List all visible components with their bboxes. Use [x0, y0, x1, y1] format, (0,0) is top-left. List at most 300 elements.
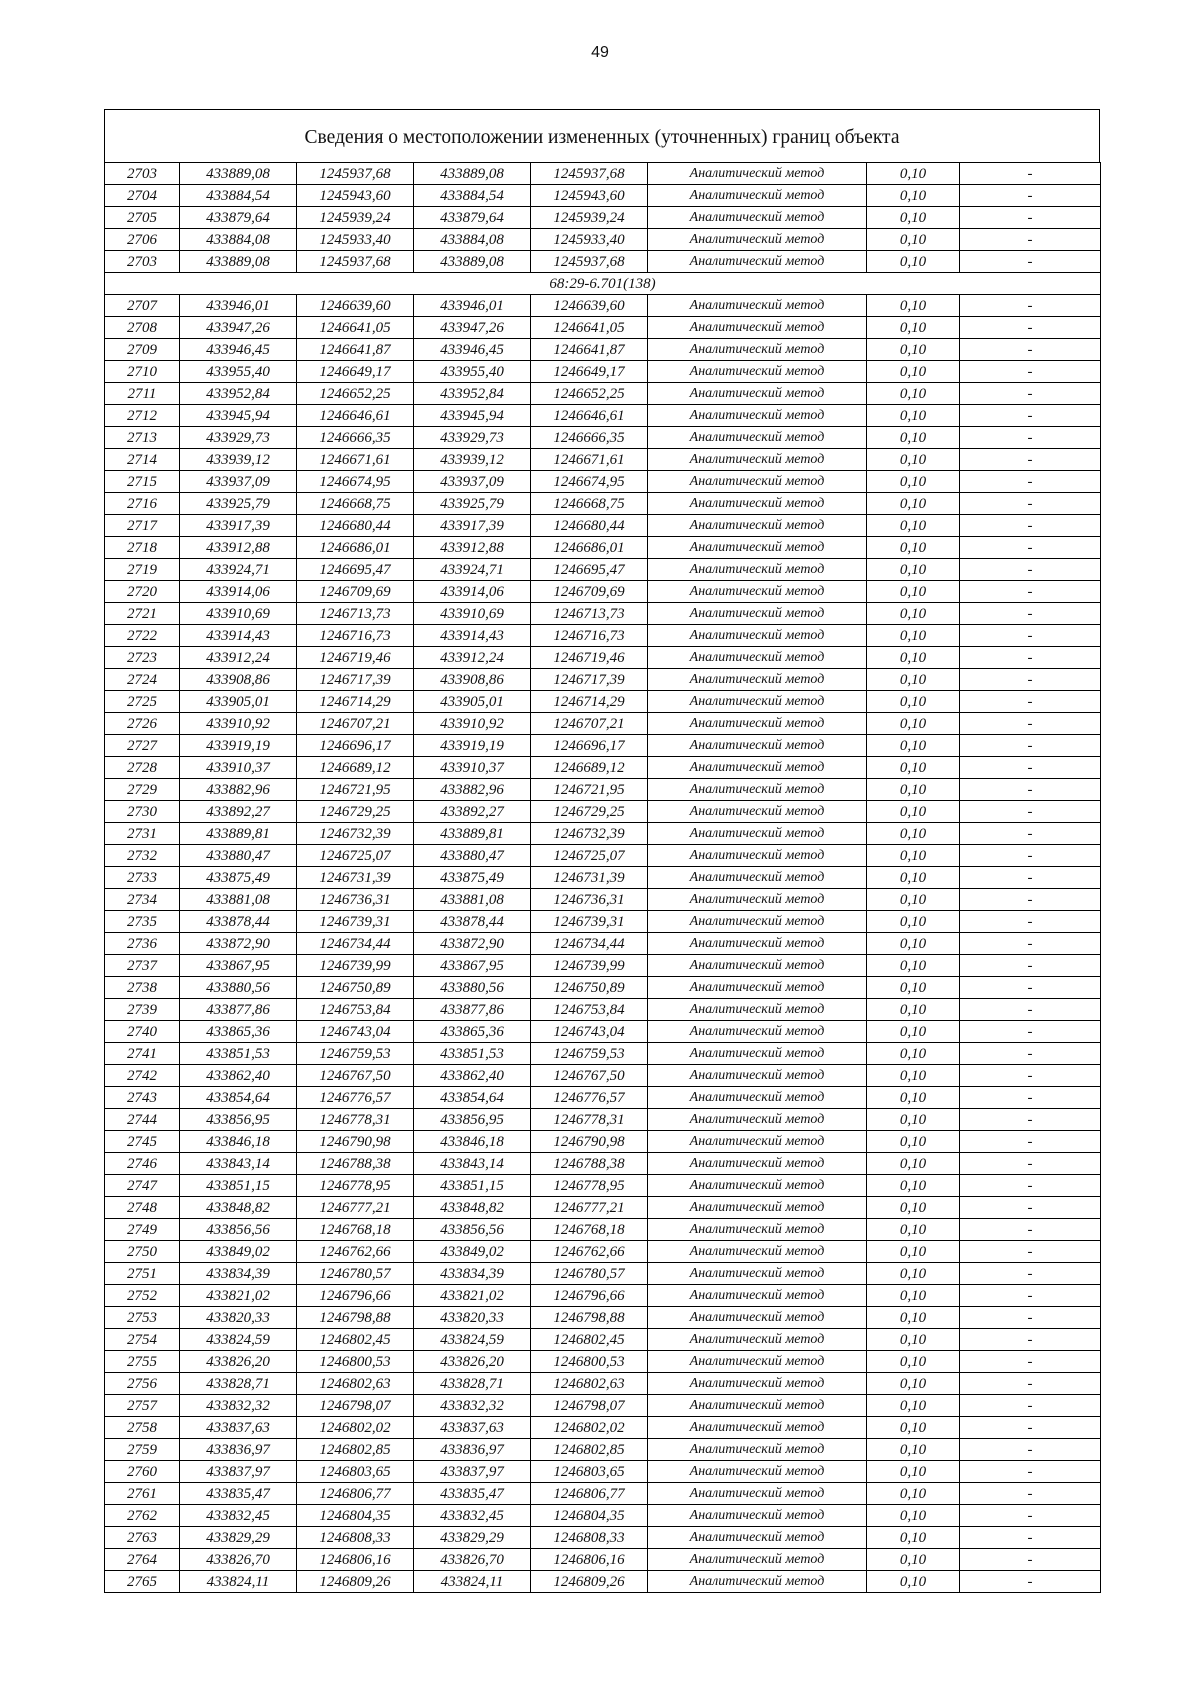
point-number-cell: 2709 — [105, 339, 180, 361]
description-cell: - — [960, 933, 1101, 955]
accuracy-cell: 0,10 — [867, 933, 960, 955]
x-new-cell: 433955,40 — [414, 361, 531, 383]
y-new-cell: 1246731,39 — [531, 867, 648, 889]
description-cell: - — [960, 207, 1101, 229]
x-old-cell: 433880,47 — [180, 845, 297, 867]
point-number-cell: 2762 — [105, 1505, 180, 1527]
method-cell: Аналитический метод — [648, 625, 867, 647]
y-new-cell: 1246641,87 — [531, 339, 648, 361]
table-row — [105, 911, 1101, 933]
point-number-cell: 2720 — [105, 581, 180, 603]
y-old-cell: 1246721,95 — [297, 779, 414, 801]
description-cell: - — [960, 889, 1101, 911]
description-cell: - — [960, 1417, 1101, 1439]
accuracy-cell: 0,10 — [867, 801, 960, 823]
y-old-cell: 1246689,12 — [297, 757, 414, 779]
method-cell: Аналитический метод — [648, 317, 867, 339]
x-new-cell: 433889,81 — [414, 823, 531, 845]
accuracy-cell: 0,10 — [867, 1549, 960, 1571]
description-cell: - — [960, 405, 1101, 427]
table-row — [105, 427, 1101, 449]
accuracy-cell: 0,10 — [867, 1461, 960, 1483]
y-new-cell: 1246713,73 — [531, 603, 648, 625]
description-cell: - — [960, 1439, 1101, 1461]
x-new-cell: 433945,94 — [414, 405, 531, 427]
point-number-cell: 2724 — [105, 669, 180, 691]
point-number-cell: 2750 — [105, 1241, 180, 1263]
y-old-cell: 1246668,75 — [297, 493, 414, 515]
table-row — [105, 603, 1101, 625]
table-row — [105, 1527, 1101, 1549]
x-old-cell: 433824,11 — [180, 1571, 297, 1593]
table-row — [105, 1439, 1101, 1461]
y-old-cell: 1246732,39 — [297, 823, 414, 845]
y-old-cell: 1246743,04 — [297, 1021, 414, 1043]
accuracy-cell: 0,10 — [867, 779, 960, 801]
x-new-cell: 433856,95 — [414, 1109, 531, 1131]
method-cell: Аналитический метод — [648, 1021, 867, 1043]
x-new-cell: 433824,11 — [414, 1571, 531, 1593]
y-new-cell: 1246778,31 — [531, 1109, 648, 1131]
point-number-cell: 2716 — [105, 493, 180, 515]
point-number-cell: 2741 — [105, 1043, 180, 1065]
y-old-cell: 1246798,07 — [297, 1395, 414, 1417]
accuracy-cell: 0,10 — [867, 537, 960, 559]
y-new-cell: 1246721,95 — [531, 779, 648, 801]
x-new-cell: 433946,45 — [414, 339, 531, 361]
point-number-cell: 2729 — [105, 779, 180, 801]
method-cell: Аналитический метод — [648, 1241, 867, 1263]
point-number-cell: 2717 — [105, 515, 180, 537]
y-new-cell: 1246641,05 — [531, 317, 648, 339]
y-new-cell: 1246739,31 — [531, 911, 648, 933]
method-cell: Аналитический метод — [648, 1219, 867, 1241]
y-old-cell: 1246802,85 — [297, 1439, 414, 1461]
description-cell: - — [960, 1527, 1101, 1549]
y-new-cell: 1246666,35 — [531, 427, 648, 449]
method-cell: Аналитический метод — [648, 823, 867, 845]
point-number-cell: 2759 — [105, 1439, 180, 1461]
accuracy-cell: 0,10 — [867, 207, 960, 229]
table-row — [105, 955, 1101, 977]
x-new-cell: 433908,86 — [414, 669, 531, 691]
x-new-cell: 433837,97 — [414, 1461, 531, 1483]
method-cell: Аналитический метод — [648, 933, 867, 955]
method-cell: Аналитический метод — [648, 999, 867, 1021]
point-number-cell: 2725 — [105, 691, 180, 713]
y-new-cell: 1245943,60 — [531, 185, 648, 207]
description-cell: - — [960, 1087, 1101, 1109]
x-new-cell: 433824,59 — [414, 1329, 531, 1351]
description-cell: - — [960, 647, 1101, 669]
x-old-cell: 433924,71 — [180, 559, 297, 581]
point-number-cell: 2718 — [105, 537, 180, 559]
accuracy-cell: 0,10 — [867, 1307, 960, 1329]
table-row — [105, 1373, 1101, 1395]
y-old-cell: 1246762,66 — [297, 1241, 414, 1263]
y-old-cell: 1246739,99 — [297, 955, 414, 977]
description-cell: - — [960, 735, 1101, 757]
point-number-cell: 2738 — [105, 977, 180, 999]
method-cell: Аналитический метод — [648, 427, 867, 449]
accuracy-cell: 0,10 — [867, 1373, 960, 1395]
x-new-cell: 433937,09 — [414, 471, 531, 493]
description-cell: - — [960, 1131, 1101, 1153]
method-cell: Аналитический метод — [648, 603, 867, 625]
y-old-cell: 1246709,69 — [297, 581, 414, 603]
table-row — [105, 1087, 1101, 1109]
description-cell: - — [960, 515, 1101, 537]
description-cell: - — [960, 537, 1101, 559]
x-old-cell: 433843,14 — [180, 1153, 297, 1175]
y-new-cell: 1246739,99 — [531, 955, 648, 977]
y-new-cell: 1246802,45 — [531, 1329, 648, 1351]
x-new-cell: 433846,18 — [414, 1131, 531, 1153]
x-new-cell: 433910,92 — [414, 713, 531, 735]
y-old-cell: 1246713,73 — [297, 603, 414, 625]
table-row — [105, 1065, 1101, 1087]
y-new-cell: 1246802,85 — [531, 1439, 648, 1461]
description-cell: - — [960, 1395, 1101, 1417]
point-number-cell: 2760 — [105, 1461, 180, 1483]
accuracy-cell: 0,10 — [867, 471, 960, 493]
table-row — [105, 449, 1101, 471]
y-new-cell: 1246734,44 — [531, 933, 648, 955]
y-new-cell: 1246649,17 — [531, 361, 648, 383]
description-cell: - — [960, 823, 1101, 845]
point-number-cell: 2730 — [105, 801, 180, 823]
point-number-cell: 2703 — [105, 163, 180, 185]
table-row — [105, 1307, 1101, 1329]
y-old-cell: 1246790,98 — [297, 1131, 414, 1153]
table-row — [105, 295, 1101, 317]
description-cell: - — [960, 163, 1101, 185]
table-row — [105, 537, 1101, 559]
method-cell: Аналитический метод — [648, 1197, 867, 1219]
table-row — [105, 735, 1101, 757]
description-cell: - — [960, 1109, 1101, 1131]
y-new-cell: 1246777,21 — [531, 1197, 648, 1219]
y-old-cell: 1245943,60 — [297, 185, 414, 207]
y-new-cell: 1246753,84 — [531, 999, 648, 1021]
y-new-cell: 1246696,17 — [531, 735, 648, 757]
point-number-cell: 2715 — [105, 471, 180, 493]
point-number-cell: 2752 — [105, 1285, 180, 1307]
x-old-cell: 433832,32 — [180, 1395, 297, 1417]
section-row — [105, 273, 1101, 295]
x-old-cell: 433826,20 — [180, 1351, 297, 1373]
table-row — [105, 1505, 1101, 1527]
method-cell: Аналитический метод — [648, 1043, 867, 1065]
point-number-cell: 2732 — [105, 845, 180, 867]
method-cell: Аналитический метод — [648, 801, 867, 823]
method-cell: Аналитический метод — [648, 977, 867, 999]
x-old-cell: 433835,47 — [180, 1483, 297, 1505]
y-old-cell: 1246806,16 — [297, 1549, 414, 1571]
accuracy-cell: 0,10 — [867, 691, 960, 713]
accuracy-cell: 0,10 — [867, 515, 960, 537]
y-new-cell: 1246674,95 — [531, 471, 648, 493]
x-old-cell: 433867,95 — [180, 955, 297, 977]
accuracy-cell: 0,10 — [867, 1043, 960, 1065]
accuracy-cell: 0,10 — [867, 1021, 960, 1043]
description-cell: - — [960, 383, 1101, 405]
x-old-cell: 433832,45 — [180, 1505, 297, 1527]
y-new-cell: 1246806,77 — [531, 1483, 648, 1505]
x-old-cell: 433912,88 — [180, 537, 297, 559]
description-cell: - — [960, 845, 1101, 867]
x-old-cell: 433878,44 — [180, 911, 297, 933]
section-label: 68:29-6.701(138) — [105, 273, 1101, 295]
x-old-cell: 433879,64 — [180, 207, 297, 229]
table-row — [105, 1219, 1101, 1241]
table-row — [105, 1351, 1101, 1373]
x-new-cell: 433878,44 — [414, 911, 531, 933]
x-old-cell: 433955,40 — [180, 361, 297, 383]
point-number-cell: 2745 — [105, 1131, 180, 1153]
method-cell: Аналитический метод — [648, 405, 867, 427]
x-old-cell: 433872,90 — [180, 933, 297, 955]
method-cell: Аналитический метод — [648, 493, 867, 515]
accuracy-cell: 0,10 — [867, 361, 960, 383]
method-cell: Аналитический метод — [648, 911, 867, 933]
x-old-cell: 433837,97 — [180, 1461, 297, 1483]
x-old-cell: 433917,39 — [180, 515, 297, 537]
method-cell: Аналитический метод — [648, 867, 867, 889]
table-row — [105, 493, 1101, 515]
y-new-cell: 1246800,53 — [531, 1351, 648, 1373]
table-row — [105, 1175, 1101, 1197]
y-new-cell: 1246802,63 — [531, 1373, 648, 1395]
y-old-cell: 1246802,45 — [297, 1329, 414, 1351]
point-number-cell: 2719 — [105, 559, 180, 581]
description-cell: - — [960, 581, 1101, 603]
x-new-cell: 433820,33 — [414, 1307, 531, 1329]
x-new-cell: 433834,39 — [414, 1263, 531, 1285]
y-new-cell: 1246716,73 — [531, 625, 648, 647]
method-cell: Аналитический метод — [648, 207, 867, 229]
method-cell: Аналитический метод — [648, 471, 867, 493]
method-cell: Аналитический метод — [648, 251, 867, 273]
accuracy-cell: 0,10 — [867, 405, 960, 427]
point-number-cell: 2734 — [105, 889, 180, 911]
point-number-cell: 2758 — [105, 1417, 180, 1439]
y-new-cell: 1246714,29 — [531, 691, 648, 713]
x-old-cell: 433910,92 — [180, 713, 297, 735]
x-old-cell: 433910,37 — [180, 757, 297, 779]
y-new-cell: 1246767,50 — [531, 1065, 648, 1087]
method-cell: Аналитический метод — [648, 581, 867, 603]
point-number-cell: 2744 — [105, 1109, 180, 1131]
description-cell: - — [960, 1241, 1101, 1263]
table-row — [105, 933, 1101, 955]
table-row — [105, 471, 1101, 493]
accuracy-cell: 0,10 — [867, 1527, 960, 1549]
method-cell: Аналитический метод — [648, 1351, 867, 1373]
y-new-cell: 1246689,12 — [531, 757, 648, 779]
y-old-cell: 1245937,68 — [297, 163, 414, 185]
x-new-cell: 433829,29 — [414, 1527, 531, 1549]
method-cell: Аналитический метод — [648, 779, 867, 801]
table-row — [105, 779, 1101, 801]
method-cell: Аналитический метод — [648, 1549, 867, 1571]
x-new-cell: 433912,24 — [414, 647, 531, 669]
table-row — [105, 999, 1101, 1021]
accuracy-cell: 0,10 — [867, 1153, 960, 1175]
x-old-cell: 433848,82 — [180, 1197, 297, 1219]
accuracy-cell: 0,10 — [867, 427, 960, 449]
table-row — [105, 515, 1101, 537]
x-old-cell: 433892,27 — [180, 801, 297, 823]
point-number-cell: 2757 — [105, 1395, 180, 1417]
x-new-cell: 433854,64 — [414, 1087, 531, 1109]
y-old-cell: 1246739,31 — [297, 911, 414, 933]
x-old-cell: 433849,02 — [180, 1241, 297, 1263]
x-new-cell: 433881,08 — [414, 889, 531, 911]
description-cell: - — [960, 295, 1101, 317]
point-number-cell: 2742 — [105, 1065, 180, 1087]
x-new-cell: 433836,97 — [414, 1439, 531, 1461]
accuracy-cell: 0,10 — [867, 185, 960, 207]
method-cell: Аналитический метод — [648, 1109, 867, 1131]
point-number-cell: 2723 — [105, 647, 180, 669]
table-row — [105, 713, 1101, 735]
accuracy-cell: 0,10 — [867, 713, 960, 735]
accuracy-cell: 0,10 — [867, 1109, 960, 1131]
x-old-cell: 433946,01 — [180, 295, 297, 317]
x-old-cell: 433820,33 — [180, 1307, 297, 1329]
y-old-cell: 1246719,46 — [297, 647, 414, 669]
y-new-cell: 1246686,01 — [531, 537, 648, 559]
y-new-cell: 1246808,33 — [531, 1527, 648, 1549]
method-cell: Аналитический метод — [648, 1439, 867, 1461]
y-old-cell: 1246641,05 — [297, 317, 414, 339]
x-new-cell: 433879,64 — [414, 207, 531, 229]
point-number-cell: 2755 — [105, 1351, 180, 1373]
point-number-cell: 2711 — [105, 383, 180, 405]
x-new-cell: 433832,32 — [414, 1395, 531, 1417]
y-old-cell: 1246674,95 — [297, 471, 414, 493]
y-new-cell: 1246639,60 — [531, 295, 648, 317]
x-new-cell: 433821,02 — [414, 1285, 531, 1307]
table-row — [105, 1153, 1101, 1175]
x-new-cell: 433910,37 — [414, 757, 531, 779]
y-new-cell: 1246762,66 — [531, 1241, 648, 1263]
accuracy-cell: 0,10 — [867, 867, 960, 889]
method-cell: Аналитический метод — [648, 1065, 867, 1087]
point-number-cell: 2756 — [105, 1373, 180, 1395]
table-row — [105, 1417, 1101, 1439]
y-new-cell: 1246788,38 — [531, 1153, 648, 1175]
x-old-cell: 433837,63 — [180, 1417, 297, 1439]
description-cell: - — [960, 1043, 1101, 1065]
table-row — [105, 163, 1101, 185]
x-old-cell: 433856,56 — [180, 1219, 297, 1241]
page-number: 49 — [591, 44, 609, 61]
description-cell: - — [960, 999, 1101, 1021]
accuracy-cell: 0,10 — [867, 1241, 960, 1263]
x-new-cell: 433952,84 — [414, 383, 531, 405]
method-cell: Аналитический метод — [648, 1417, 867, 1439]
table-row — [105, 1021, 1101, 1043]
x-new-cell: 433924,71 — [414, 559, 531, 581]
x-old-cell: 433889,81 — [180, 823, 297, 845]
table-row — [105, 1043, 1101, 1065]
y-old-cell: 1246800,53 — [297, 1351, 414, 1373]
x-new-cell: 433867,95 — [414, 955, 531, 977]
description-cell: - — [960, 1285, 1101, 1307]
y-old-cell: 1246768,18 — [297, 1219, 414, 1241]
y-old-cell: 1246750,89 — [297, 977, 414, 999]
y-old-cell: 1246695,47 — [297, 559, 414, 581]
y-old-cell: 1246671,61 — [297, 449, 414, 471]
x-new-cell: 433929,73 — [414, 427, 531, 449]
x-new-cell: 433843,14 — [414, 1153, 531, 1175]
accuracy-cell: 0,10 — [867, 625, 960, 647]
y-new-cell: 1246729,25 — [531, 801, 648, 823]
accuracy-cell: 0,10 — [867, 493, 960, 515]
table-row — [105, 581, 1101, 603]
point-number-cell: 2710 — [105, 361, 180, 383]
y-old-cell: 1246802,63 — [297, 1373, 414, 1395]
table-title: Сведения о местоположении измененных (уточненных) границ объекта — [104, 109, 1100, 162]
accuracy-cell: 0,10 — [867, 1087, 960, 1109]
y-new-cell: 1245937,68 — [531, 251, 648, 273]
x-old-cell: 433834,39 — [180, 1263, 297, 1285]
description-cell: - — [960, 1571, 1101, 1593]
x-new-cell: 433892,27 — [414, 801, 531, 823]
y-new-cell: 1246798,88 — [531, 1307, 648, 1329]
y-old-cell: 1246707,21 — [297, 713, 414, 735]
y-old-cell: 1246808,33 — [297, 1527, 414, 1549]
x-new-cell: 433835,47 — [414, 1483, 531, 1505]
x-old-cell: 433856,95 — [180, 1109, 297, 1131]
description-cell: - — [960, 449, 1101, 471]
method-cell: Аналитический метод — [648, 735, 867, 757]
x-old-cell: 433929,73 — [180, 427, 297, 449]
y-new-cell: 1246796,66 — [531, 1285, 648, 1307]
point-number-cell: 2722 — [105, 625, 180, 647]
y-new-cell: 1246695,47 — [531, 559, 648, 581]
table-row — [105, 251, 1101, 273]
accuracy-cell: 0,10 — [867, 1571, 960, 1593]
accuracy-cell: 0,10 — [867, 911, 960, 933]
table-row — [105, 185, 1101, 207]
x-new-cell: 433826,70 — [414, 1549, 531, 1571]
x-new-cell: 433832,45 — [414, 1505, 531, 1527]
table-row — [105, 1483, 1101, 1505]
table-row — [105, 1197, 1101, 1219]
point-number-cell: 2713 — [105, 427, 180, 449]
point-number-cell: 2765 — [105, 1571, 180, 1593]
y-old-cell: 1245939,24 — [297, 207, 414, 229]
accuracy-cell: 0,10 — [867, 647, 960, 669]
x-new-cell: 433851,15 — [414, 1175, 531, 1197]
x-old-cell: 433851,15 — [180, 1175, 297, 1197]
y-old-cell: 1246652,25 — [297, 383, 414, 405]
point-number-cell: 2704 — [105, 185, 180, 207]
accuracy-cell: 0,10 — [867, 449, 960, 471]
method-cell: Аналитический метод — [648, 339, 867, 361]
table-row — [105, 1263, 1101, 1285]
x-old-cell: 433865,36 — [180, 1021, 297, 1043]
method-cell: Аналитический метод — [648, 1505, 867, 1527]
x-new-cell: 433914,43 — [414, 625, 531, 647]
description-cell: - — [960, 1461, 1101, 1483]
accuracy-cell: 0,10 — [867, 339, 960, 361]
description-cell: - — [960, 1175, 1101, 1197]
y-new-cell: 1246652,25 — [531, 383, 648, 405]
